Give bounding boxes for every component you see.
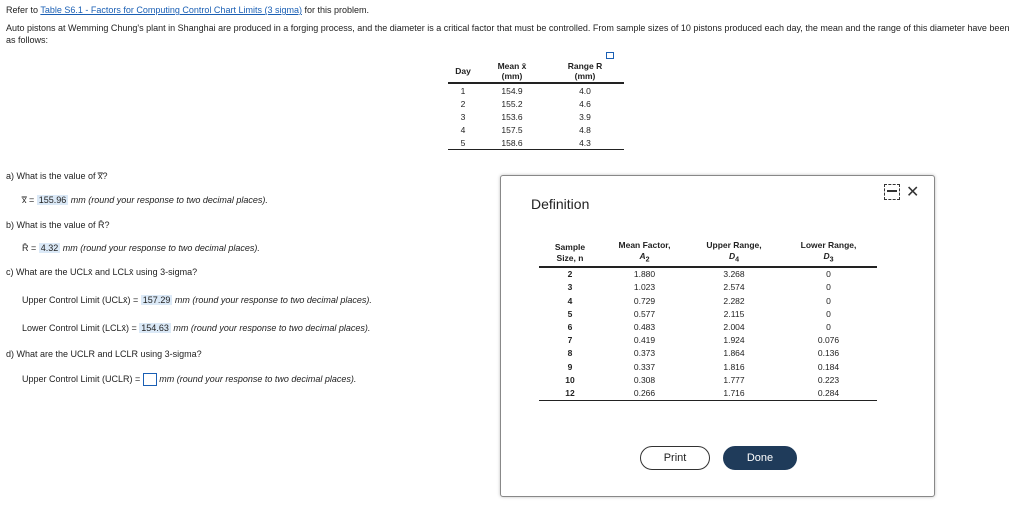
question-d-label: d) What are the UCLR and LCLR using 3-sigma? bbox=[6, 349, 202, 359]
answer-c-ucl-value[interactable]: 157.29 bbox=[142, 295, 171, 305]
cell-d4: 2.115 bbox=[723, 308, 745, 319]
refer-line: Refer to Table S6.1 - Factors for Computing Control Chart Limits (3 sigma) for this problem. bbox=[6, 5, 369, 15]
print-button[interactable]: Print bbox=[640, 446, 710, 470]
table-s6-1-link[interactable]: Table S6.1 - Factors for Computing Control Chart Limits (3 sigma) bbox=[40, 5, 302, 15]
answer-c-lcl-line: Lower Control Limit (LCLx̄) = 154.63 mm (round your response to two decimal places). bbox=[22, 323, 371, 333]
col-lower-range: Lower Range, $D_3$ bbox=[780, 240, 877, 267]
cell-a2: 0.419 bbox=[633, 335, 656, 346]
col-range: Range R (mm) bbox=[546, 60, 624, 83]
col-mean-factor: Mean Factor, $A_2$ bbox=[601, 240, 688, 267]
cell-d4: 2.282 bbox=[723, 295, 745, 306]
table-row bbox=[539, 267, 877, 281]
cell-a2: 0.483 bbox=[633, 322, 656, 333]
cell-n: 3 bbox=[567, 282, 573, 293]
answer-c-ucl-line: Upper Control Limit (UCLx̄) = 157.29 mm (round your response to two decimal places). bbox=[22, 295, 372, 305]
cell-n: 5 bbox=[567, 308, 573, 319]
cell-a2: 1.023 bbox=[633, 282, 656, 293]
cell-n: 12 bbox=[539, 386, 601, 400]
answer-b-line: R̄ = 4.32 mm (round your response to two decimal places). bbox=[22, 243, 260, 253]
question-c-label: c) What are the UCLx̄ and LCLx̄ using 3-sigma? bbox=[6, 267, 198, 277]
cell-n: 10 bbox=[565, 374, 575, 385]
table-row bbox=[539, 281, 877, 294]
cell-a2: 0.729 bbox=[633, 295, 656, 306]
cell-n: 4 bbox=[567, 295, 573, 306]
cell-d4: 1.816 bbox=[723, 361, 745, 372]
table-row bbox=[539, 294, 877, 307]
cell-d4: 1.924 bbox=[723, 335, 745, 346]
close-icon[interactable]: ✕ bbox=[906, 184, 920, 201]
modal-title: Definition bbox=[531, 196, 590, 212]
cell-d3: 0.284 bbox=[780, 386, 877, 400]
table-row: 2 155.2 4.6 bbox=[460, 98, 591, 109]
cell-a2: 0.337 bbox=[633, 361, 656, 372]
question-b-label: b) What is the value of R̄? bbox=[6, 220, 110, 230]
answer-a-value[interactable]: 155.96 bbox=[38, 195, 67, 205]
cell-d3: 0 bbox=[826, 282, 831, 293]
question-a-label: a) What is the value of x̿? bbox=[6, 171, 108, 181]
cell-d3: 0 bbox=[826, 295, 831, 306]
table-row bbox=[539, 360, 877, 373]
cell-a2: 0.308 bbox=[633, 374, 656, 385]
cell-d4: 2.004 bbox=[723, 322, 745, 333]
cell-d3: 0 bbox=[826, 308, 831, 319]
cell-n: 7 bbox=[567, 335, 573, 346]
problem-intro bbox=[6, 4, 1020, 52]
cell-d3: 0.184 bbox=[817, 361, 840, 372]
cell-d4: 2.574 bbox=[723, 282, 745, 293]
cell-n: 9 bbox=[567, 361, 573, 372]
table-row bbox=[539, 386, 877, 400]
cell-d4: 1.777 bbox=[723, 374, 745, 385]
cell-d3: 0 bbox=[826, 269, 831, 280]
cell-a2: 1.880 bbox=[633, 269, 656, 280]
cell-a2: 0.577 bbox=[633, 308, 656, 319]
cell-n: 8 bbox=[567, 348, 573, 359]
expand-table-icon[interactable] bbox=[606, 52, 614, 59]
table-row: 5 158.6 4.3 bbox=[448, 136, 624, 150]
cell-d4: 3.268 bbox=[723, 269, 745, 280]
answer-a-line: x̿ = 155.96 mm (round your response to two decimal places). bbox=[22, 195, 268, 205]
cell-d4: 1.864 bbox=[723, 348, 745, 359]
minimize-icon[interactable] bbox=[884, 184, 900, 200]
table-row: 1 154.9 4.0 bbox=[460, 85, 591, 96]
answer-d-ucl-input[interactable] bbox=[143, 373, 157, 386]
factors-table bbox=[539, 240, 877, 401]
cell-d3: 0.223 bbox=[817, 374, 840, 385]
table-row: 3 153.6 3.9 bbox=[460, 111, 591, 122]
col-sample-size: Sample Size, n bbox=[539, 240, 601, 267]
table-row: 4 157.5 4.8 bbox=[460, 124, 591, 135]
table-row bbox=[539, 307, 877, 320]
done-button[interactable]: Done bbox=[723, 446, 797, 470]
answer-c-lcl-value[interactable]: 154.63 bbox=[141, 323, 169, 333]
cell-d4: 1.716 bbox=[688, 386, 780, 400]
col-upper-range: Upper Range, $D_4$ bbox=[688, 240, 780, 267]
cell-a2: 0.373 bbox=[633, 348, 656, 359]
piston-data-table bbox=[448, 60, 624, 150]
cell-n: 2 bbox=[567, 269, 573, 280]
answer-d-ucl-line: Upper Control Limit (UCLR) = mm (round your response to two decimal places). bbox=[22, 373, 356, 386]
table-row bbox=[539, 334, 877, 347]
cell-n: 6 bbox=[567, 322, 573, 333]
col-mean: Mean x̄ (mm) bbox=[478, 60, 546, 83]
table-row bbox=[539, 347, 877, 360]
answer-b-value[interactable]: 4.32 bbox=[40, 243, 59, 253]
definition-modal bbox=[500, 175, 935, 497]
cell-d3: 0 bbox=[826, 322, 831, 333]
col-day: Day bbox=[448, 60, 478, 83]
table-row bbox=[539, 320, 877, 333]
problem-text: Auto pistons at Wemming Chung's plant in Shanghai are produced in a forging process, and the diameter is a critical factor that must be controlled. From sample sizes of 10 pistons produced each day, the mean and the range of this diameter have been as follows: bbox=[6, 23, 1010, 45]
cell-a2: 0.266 bbox=[601, 386, 688, 400]
cell-d3: 0.076 bbox=[817, 335, 840, 346]
table-row bbox=[539, 373, 877, 386]
cell-d3: 0.136 bbox=[817, 348, 840, 359]
